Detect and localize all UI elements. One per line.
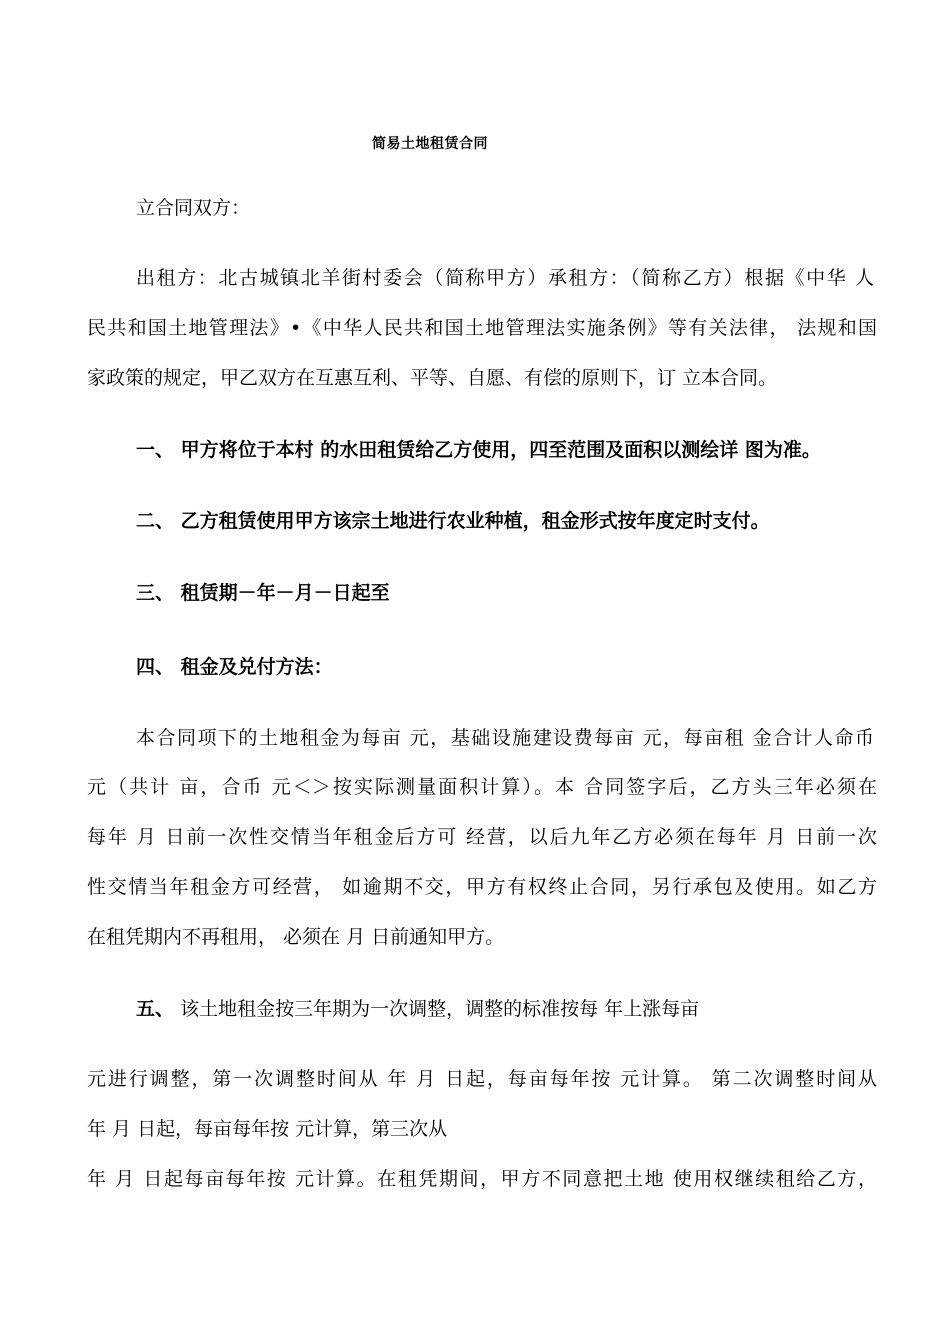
document-title: 简易土地租赁合同 bbox=[372, 136, 488, 152]
paragraph-line: 性交情当年租金方可经营， 如逾期不交，甲方有权终止合同，另行承包及使用。如乙方 bbox=[87, 876, 877, 898]
paragraph-line: 年 月 日起，每亩每年按 元计算，第三次从 bbox=[87, 1118, 448, 1140]
parties-heading: 立合同双方： bbox=[136, 197, 251, 219]
paragraph-line: 元进行调整，第一次调整时间从 年 月 日起，每亩每年按 元计算。 第二次调整时间从 bbox=[87, 1068, 877, 1090]
paragraph-line: 每年 月 日前一次性交情当年租金后方可 经营，以后九年乙方必须在每年 月 日前一次 bbox=[87, 826, 877, 848]
paragraph-line: 在租凭期内不再租用， 必须在 月 日前通知甲方。 bbox=[87, 926, 505, 948]
clause-2: 二、 乙方租赁使用甲方该宗土地进行农业种植，租金形式按年度定时支付。 bbox=[136, 510, 770, 532]
paragraph-line: 出租方：北古城镇北羊街村委会（简称甲方）承租方：（简称乙方）根据《中华 人 bbox=[136, 267, 874, 289]
clause-4-heading: 四、 租金及兑付方法： bbox=[136, 656, 333, 678]
clause-5-line bbox=[0, 997, 950, 1021]
paragraph-line: 元（共计 亩，合币 元＜＞按实际测量面积计算）。本 合同签字后，乙方头三年必须在 bbox=[87, 776, 877, 798]
clause-1: 一、 甲方将位于本村 的水田租赁给乙方使用，四至范围及面积以测绘详 图为准。 bbox=[136, 439, 821, 461]
clause-5-text: 该土地租金按三年期为一次调整，调整的标准按每 年上涨每亩 bbox=[180, 998, 700, 1020]
clause-5-number: 五、 bbox=[136, 998, 175, 1020]
paragraph-line: 民共和国土地管理法》•《中华人民共和国土地管理法实施条例》等有关法律， 法规和国 bbox=[87, 317, 877, 339]
paragraph-line: 年 月 日起每亩每年按 元计算。在租凭期间，甲方不同意把土地 使用权继续租给乙方， bbox=[87, 1168, 877, 1190]
paragraph-line: 本合同项下的土地租金为每亩 元，基础设施建设费每亩 元，每亩租 金合计人命币 bbox=[136, 727, 874, 749]
clause-3: 三、 租赁期－年－月－日起至 bbox=[136, 582, 390, 604]
paragraph-line: 家政策的规定，甲乙双方在互惠互利、平等、自愿、有偿的原则下，订 立本合同。 bbox=[87, 367, 778, 389]
